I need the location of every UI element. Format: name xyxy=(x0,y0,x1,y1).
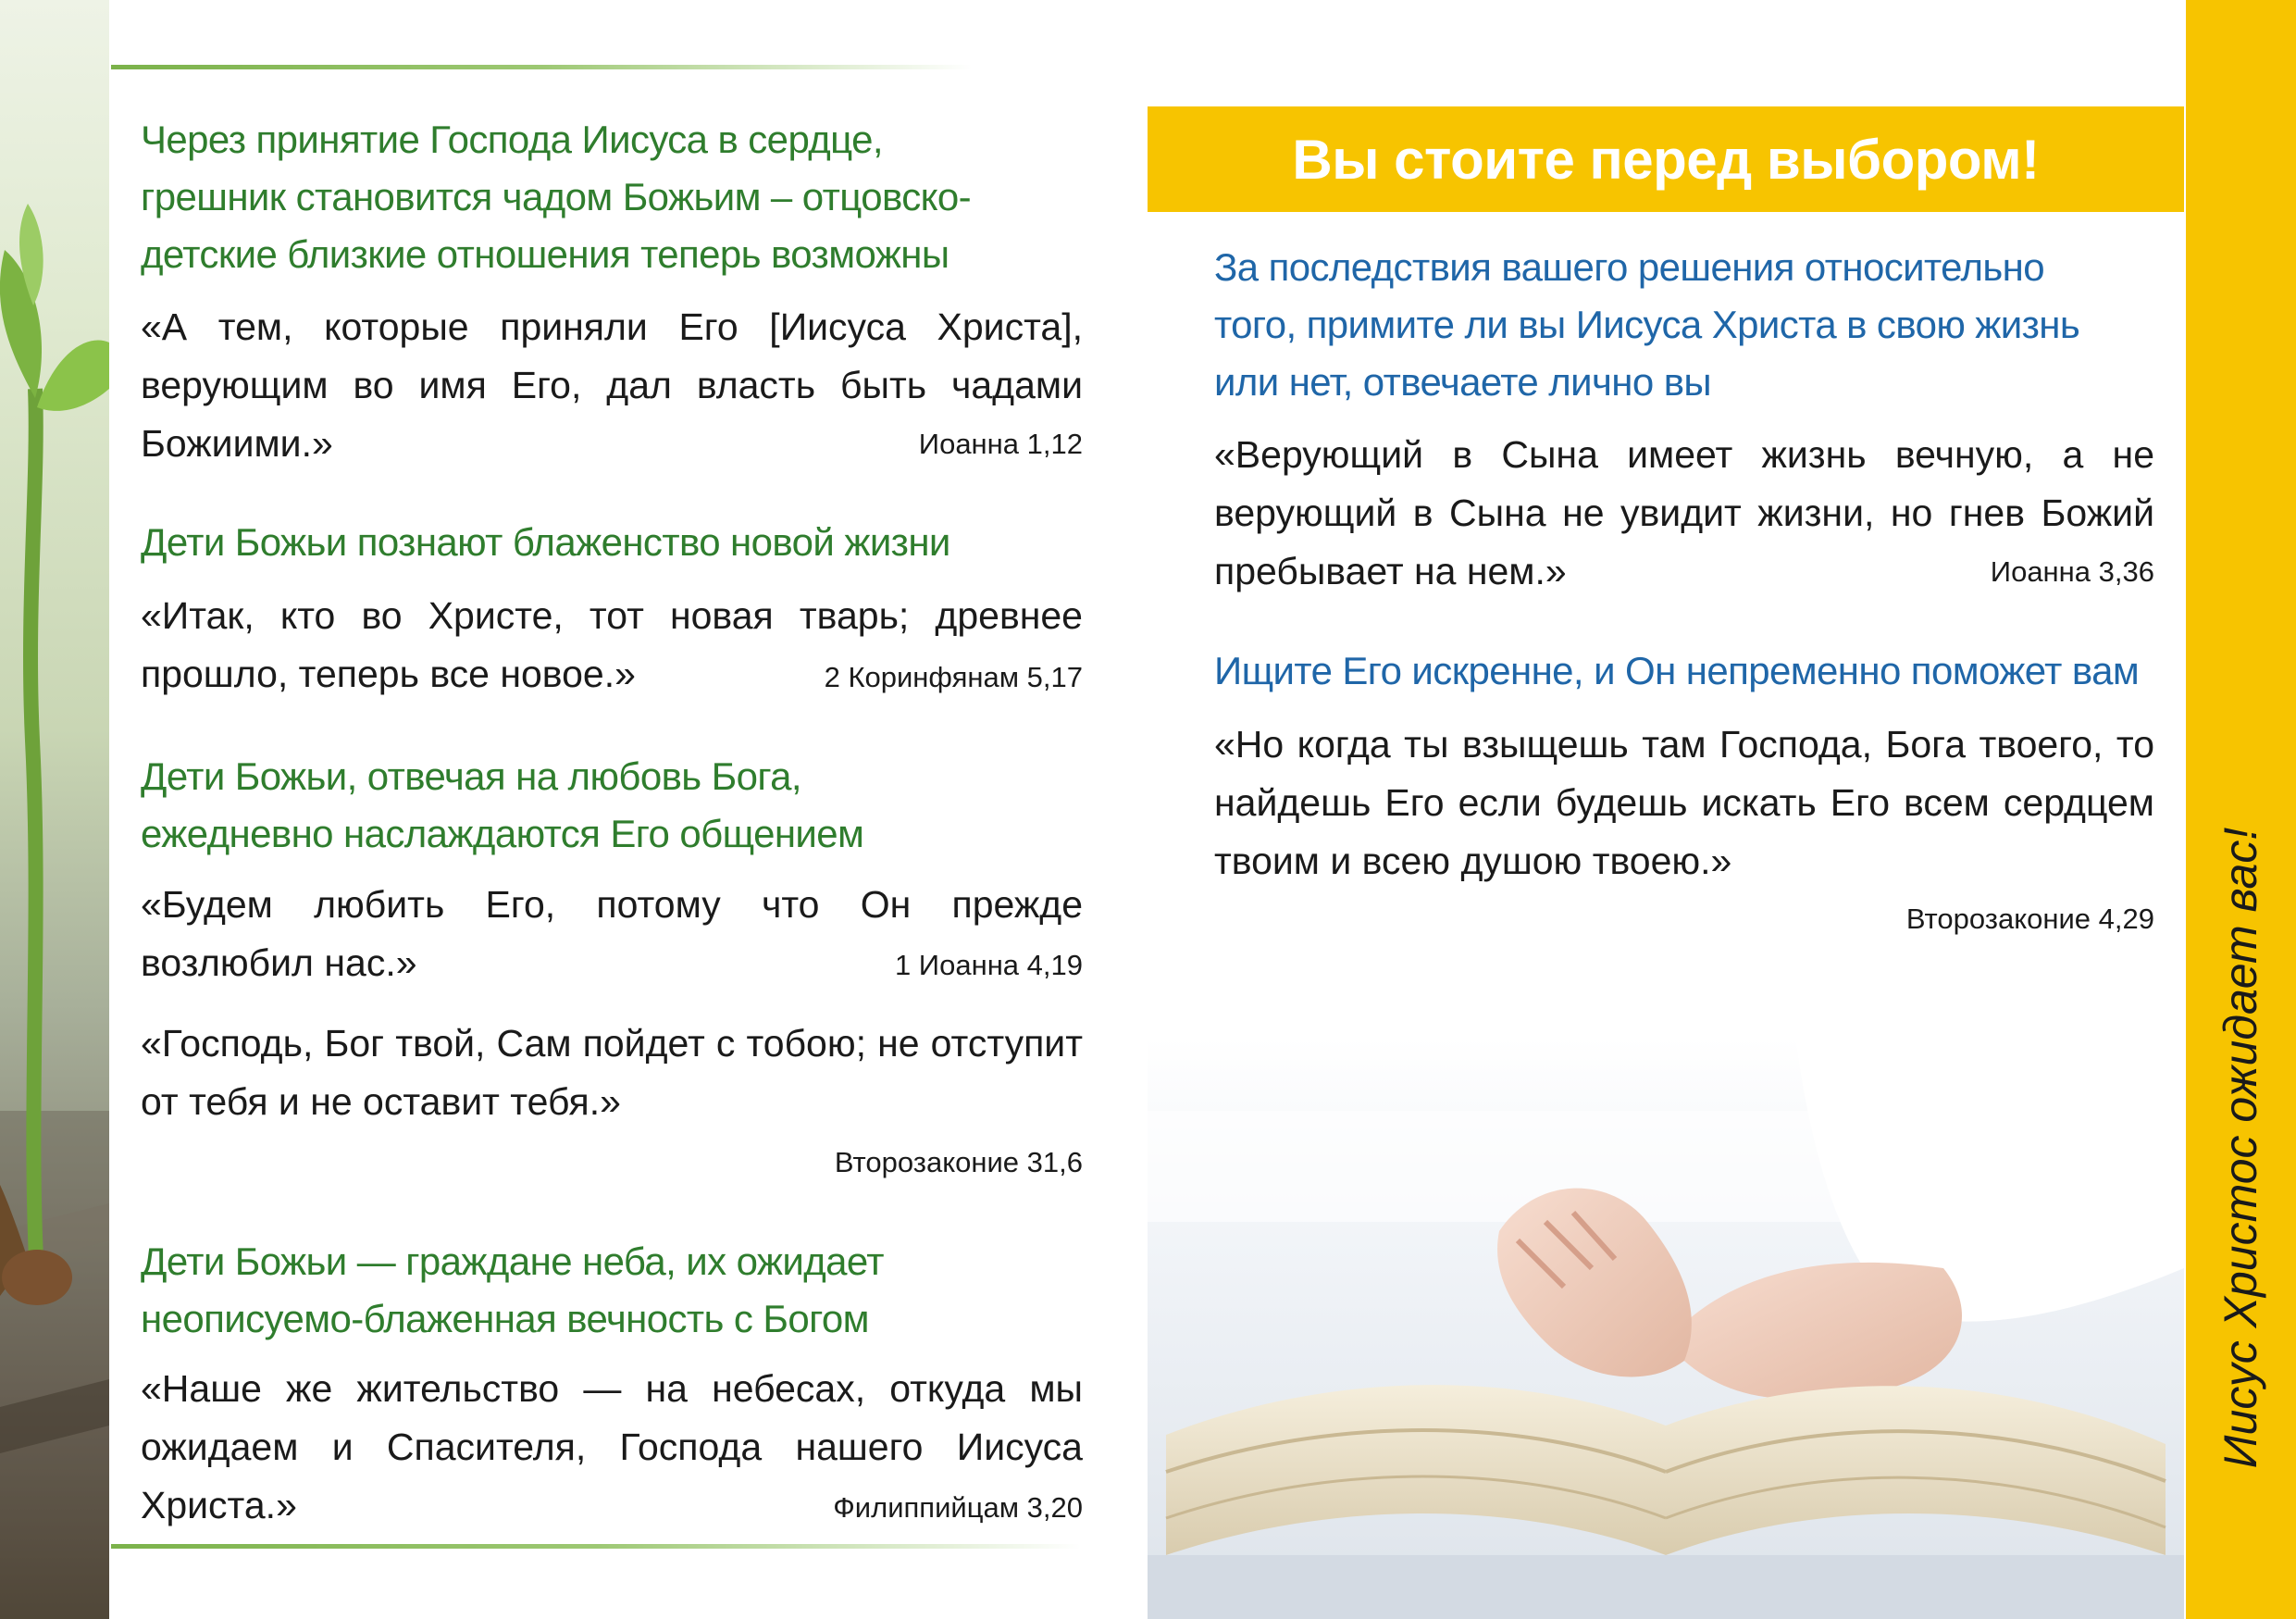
scripture-quote: «Верующий в Сына имеет жизнь вечную, а не верующий в Сына не увидит жизни, но гнев Божий пребывает на нем.» xyxy=(1214,433,2154,592)
heading-line: За последствия вашего решения относительно xyxy=(1214,245,2045,289)
heading-line: ежедневно наслаждаются Его общением xyxy=(141,812,864,855)
scripture-quote: «Наше же жительство — на небесах, откуда мы ожидаем и Спасителя, Господа нашего Иисуса Христа.» xyxy=(141,1367,1083,1526)
top-divider xyxy=(111,65,972,69)
scripture-quote: «Господь, Бог твой, Сам пойдет с тобою; не отступит от тебя и не оставит тебя.» xyxy=(141,1022,1083,1123)
heading-line: неописуемо-блаженная вечность с Богом xyxy=(141,1297,869,1340)
heading-line: Ищите Его искренне, и Он непременно поможет вам xyxy=(1214,649,2140,692)
side-caption: Иисус Христос ожидает вас! xyxy=(2215,827,2266,1469)
scripture-quote: «Будем любить Его, потому что Он прежде возлюбил нас.» xyxy=(141,883,1083,984)
section-heading xyxy=(141,111,1083,283)
heading-line: Дети Божьи, отвечая на любовь Бога, xyxy=(141,754,801,798)
section-heading xyxy=(141,1233,1083,1348)
scripture-quote: «А тем, которые приняли Его [Иисуса Христа], верующим во имя Его, дал власть быть чадами Божиими.» xyxy=(141,305,1083,465)
heading-line: грешник становится чадом Божьим – отцовско- xyxy=(141,175,972,218)
scripture-reference: 2 Коринфянам 5,17 xyxy=(824,661,1083,693)
choice-banner xyxy=(1148,106,2184,212)
scripture-reference: Иоанна 1,12 xyxy=(918,428,1083,460)
section-heading xyxy=(141,514,1083,571)
scripture-reference: Второзаконие 4,29 xyxy=(1905,903,2154,935)
scripture-reference: Иоанна 3,36 xyxy=(1990,555,2154,588)
scripture-quote: «Итак, кто во Христе, тот новая тварь; древнее прошло, теперь все новое.» xyxy=(141,594,1083,695)
heading-line: того, примите ли вы Иисуса Христа в свою жизнь xyxy=(1214,303,2080,346)
bottom-divider xyxy=(111,1544,1081,1549)
section-heading xyxy=(1214,642,2154,700)
section-heading xyxy=(141,748,1083,863)
scripture-reference: 1 Иоанна 4,19 xyxy=(894,949,1083,981)
scripture-quote: «Но когда ты взыщешь там Господа, Бога твоего, то найдешь Его если будешь искать Его всем сердцем твоим и всею душою твоею.» xyxy=(1214,723,2154,882)
scripture-reference: Филиппийцам 3,20 xyxy=(833,1491,1083,1524)
heading-line: Через принятие Господа Иисуса в сердце, xyxy=(141,118,883,161)
plant-photo xyxy=(0,0,109,1619)
heading-line: или нет, отвечаете лично вы xyxy=(1214,360,1712,404)
banner-title: Вы стоите перед выбором! xyxy=(1292,128,2040,191)
heading-line: Дети Божьи — граждане неба, их ожидает xyxy=(141,1239,884,1283)
praying-hands-photo xyxy=(1148,1037,2184,1619)
scripture-reference: Второзаконие 31,6 xyxy=(834,1146,1083,1178)
heading-line: Дети Божьи познают блаженство новой жизни xyxy=(141,520,950,564)
heading-line: детские близкие отношения теперь возможны xyxy=(141,232,949,276)
section-heading xyxy=(1214,239,2154,411)
